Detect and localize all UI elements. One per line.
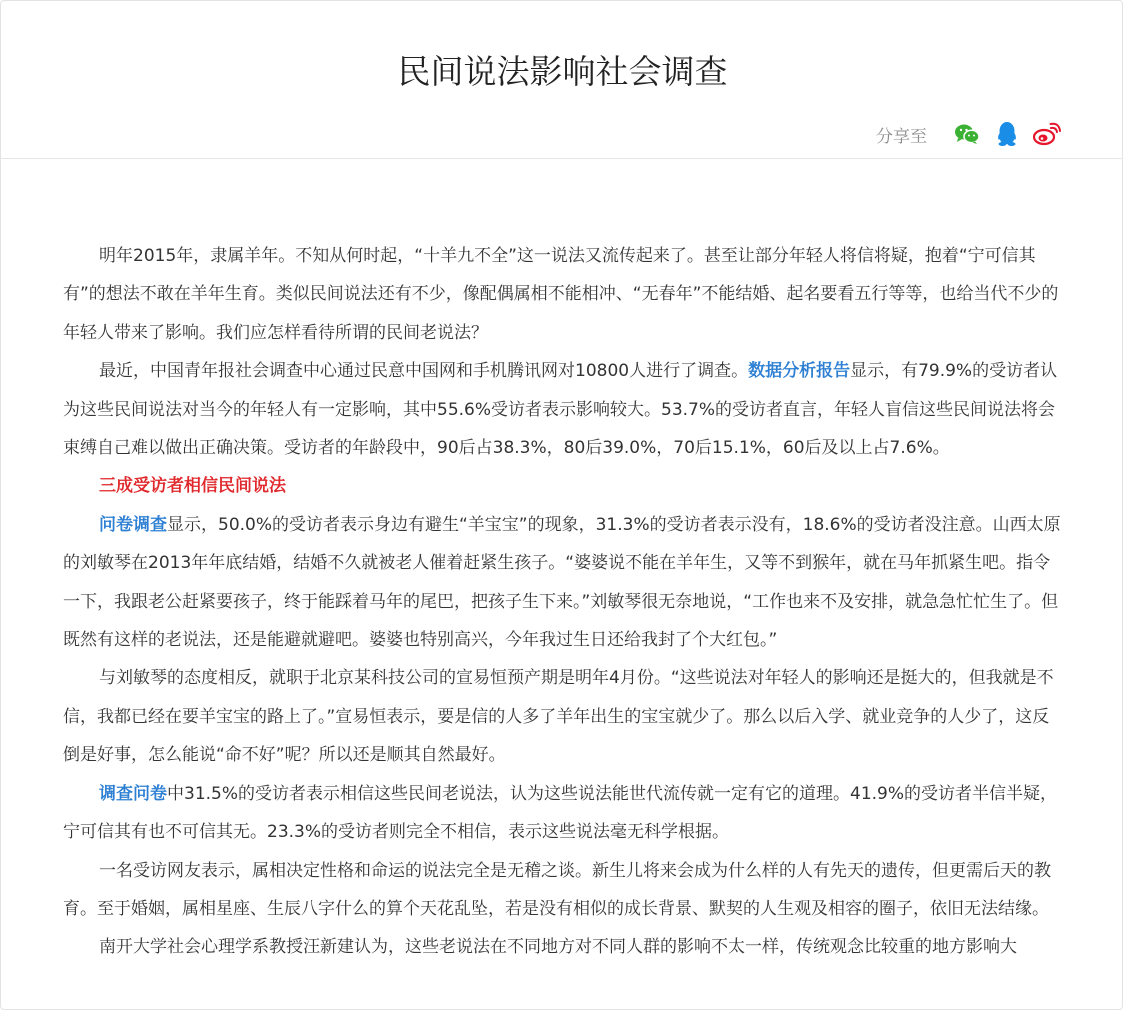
- paragraph: 一名受访网友表示，属相决定性格和命运的说法完全是无稽之谈。新生儿将来会成为什么样的人有先天的遗传，但更需后天的教育。至于婚姻，属相星座、生辰八字什么的算个天花乱坠，若是没有相似的成长背景、默契的人生观及相容的圈子，依旧无法结缘。: [63, 860, 1051, 919]
- paragraph-text: 显示，50.0%的受访者表示身边有避生“羊宝宝”的现象，31.3%的受访者表示没有，18.6%的受访者没注意。山西太原的刘敏琴在2013年年底结婚，结婚不久就被老人催着赶紧生孩子。“婆婆说不能在羊年生，又等不到猴年，就在马年抓紧生吧。指令一下，我跟老公赶紧要孩子，终于能踩着马年的尾巴，把孩子生下来。”刘敏琴很无奈地说，“工作也来不及安排，就急急忙忙生了。但既然有这样的老说法，还是能避就避吧。婆婆也特别高兴，今年我过生日还给我封了个大红包。”: [63, 514, 1061, 651]
- paragraph: 南开大学社会心理学系教授汪新建认为，这些老说法在不同地方对不同人群的影响不太一样，传统观念比较重的地方影响大: [99, 937, 1017, 958]
- paragraph-text: 显示，有79.9%的受访者认为这些民间说法对当今的年轻人有一定影响，其中55.6%受访者表示影响较大。53.7%的受访者直言，年轻人盲信这些民间说法将会束缚自己难以做出正确决策。受访者的年龄段中，90后占38.3%，80后39.0%，70后15.1%，60后及以上占7.6%。: [63, 361, 1058, 459]
- paragraph: [63, 775, 1063, 852]
- paragraph: 明年2015年，隶属羊年。不知从何时起，“十羊九不全”这一说法又流传起来了。甚至让部分年轻人将信将疑，抱着“宁可信其有”的想法不敢在羊年生育。类似民间说法还有不少，像配偶属相不能相冲、“无春年”不能结婚、起名要看五行等等，也给当代不少的年轻人带来了影响。我们应怎样看待所谓的民间老说法？: [63, 246, 1059, 343]
- wechat-icon[interactable]: [953, 120, 981, 148]
- paragraph-text: 最近，中国青年报社会调查中心通过民意中国网和手机腾讯网对10800人进行了调查。: [99, 361, 749, 382]
- section-subheading: 三成受访者相信民间说法: [99, 476, 286, 497]
- article-body: [63, 237, 1063, 967]
- article-header: [0, 0, 1123, 159]
- paragraph: [63, 506, 1063, 660]
- share-label: 分享至: [876, 126, 927, 147]
- weibo-icon[interactable]: [1033, 120, 1061, 148]
- survey-questionnaire-link[interactable]: 调查问卷: [99, 783, 167, 804]
- paragraph: 与刘敏琴的态度相反，就职于北京某科技公司的宣易恒预产期是明年4月份。“这些说法对年轻人的影响还是挺大的，但我就是不信，我都已经在要羊宝宝的路上了。”宣易恒表示，要是信的人多了羊年出生的宝宝就少了。那么以后入学、就业竞争的人少了，这反倒是好事，怎么能说“命不好”呢？所以还是顺其自然最好。: [63, 668, 1054, 766]
- data-report-link[interactable]: 数据分析报告: [748, 361, 851, 382]
- qq-icon[interactable]: [993, 120, 1021, 148]
- paragraph-text: 中31.5%的受访者表示相信这些民间老说法，认为这些说法能世代流传就一定有它的道理。41.9%的受访者半信半疑，宁可信其有也不可信其无。23.3%的受访者则完全不相信，表示这些说法毫无科学根据。: [63, 783, 1058, 843]
- share-bar: [876, 118, 1061, 150]
- page-title: 民间说法影响社会调查: [397, 52, 728, 91]
- paragraph: [63, 352, 1063, 467]
- questionnaire-link[interactable]: 问卷调查: [99, 514, 167, 535]
